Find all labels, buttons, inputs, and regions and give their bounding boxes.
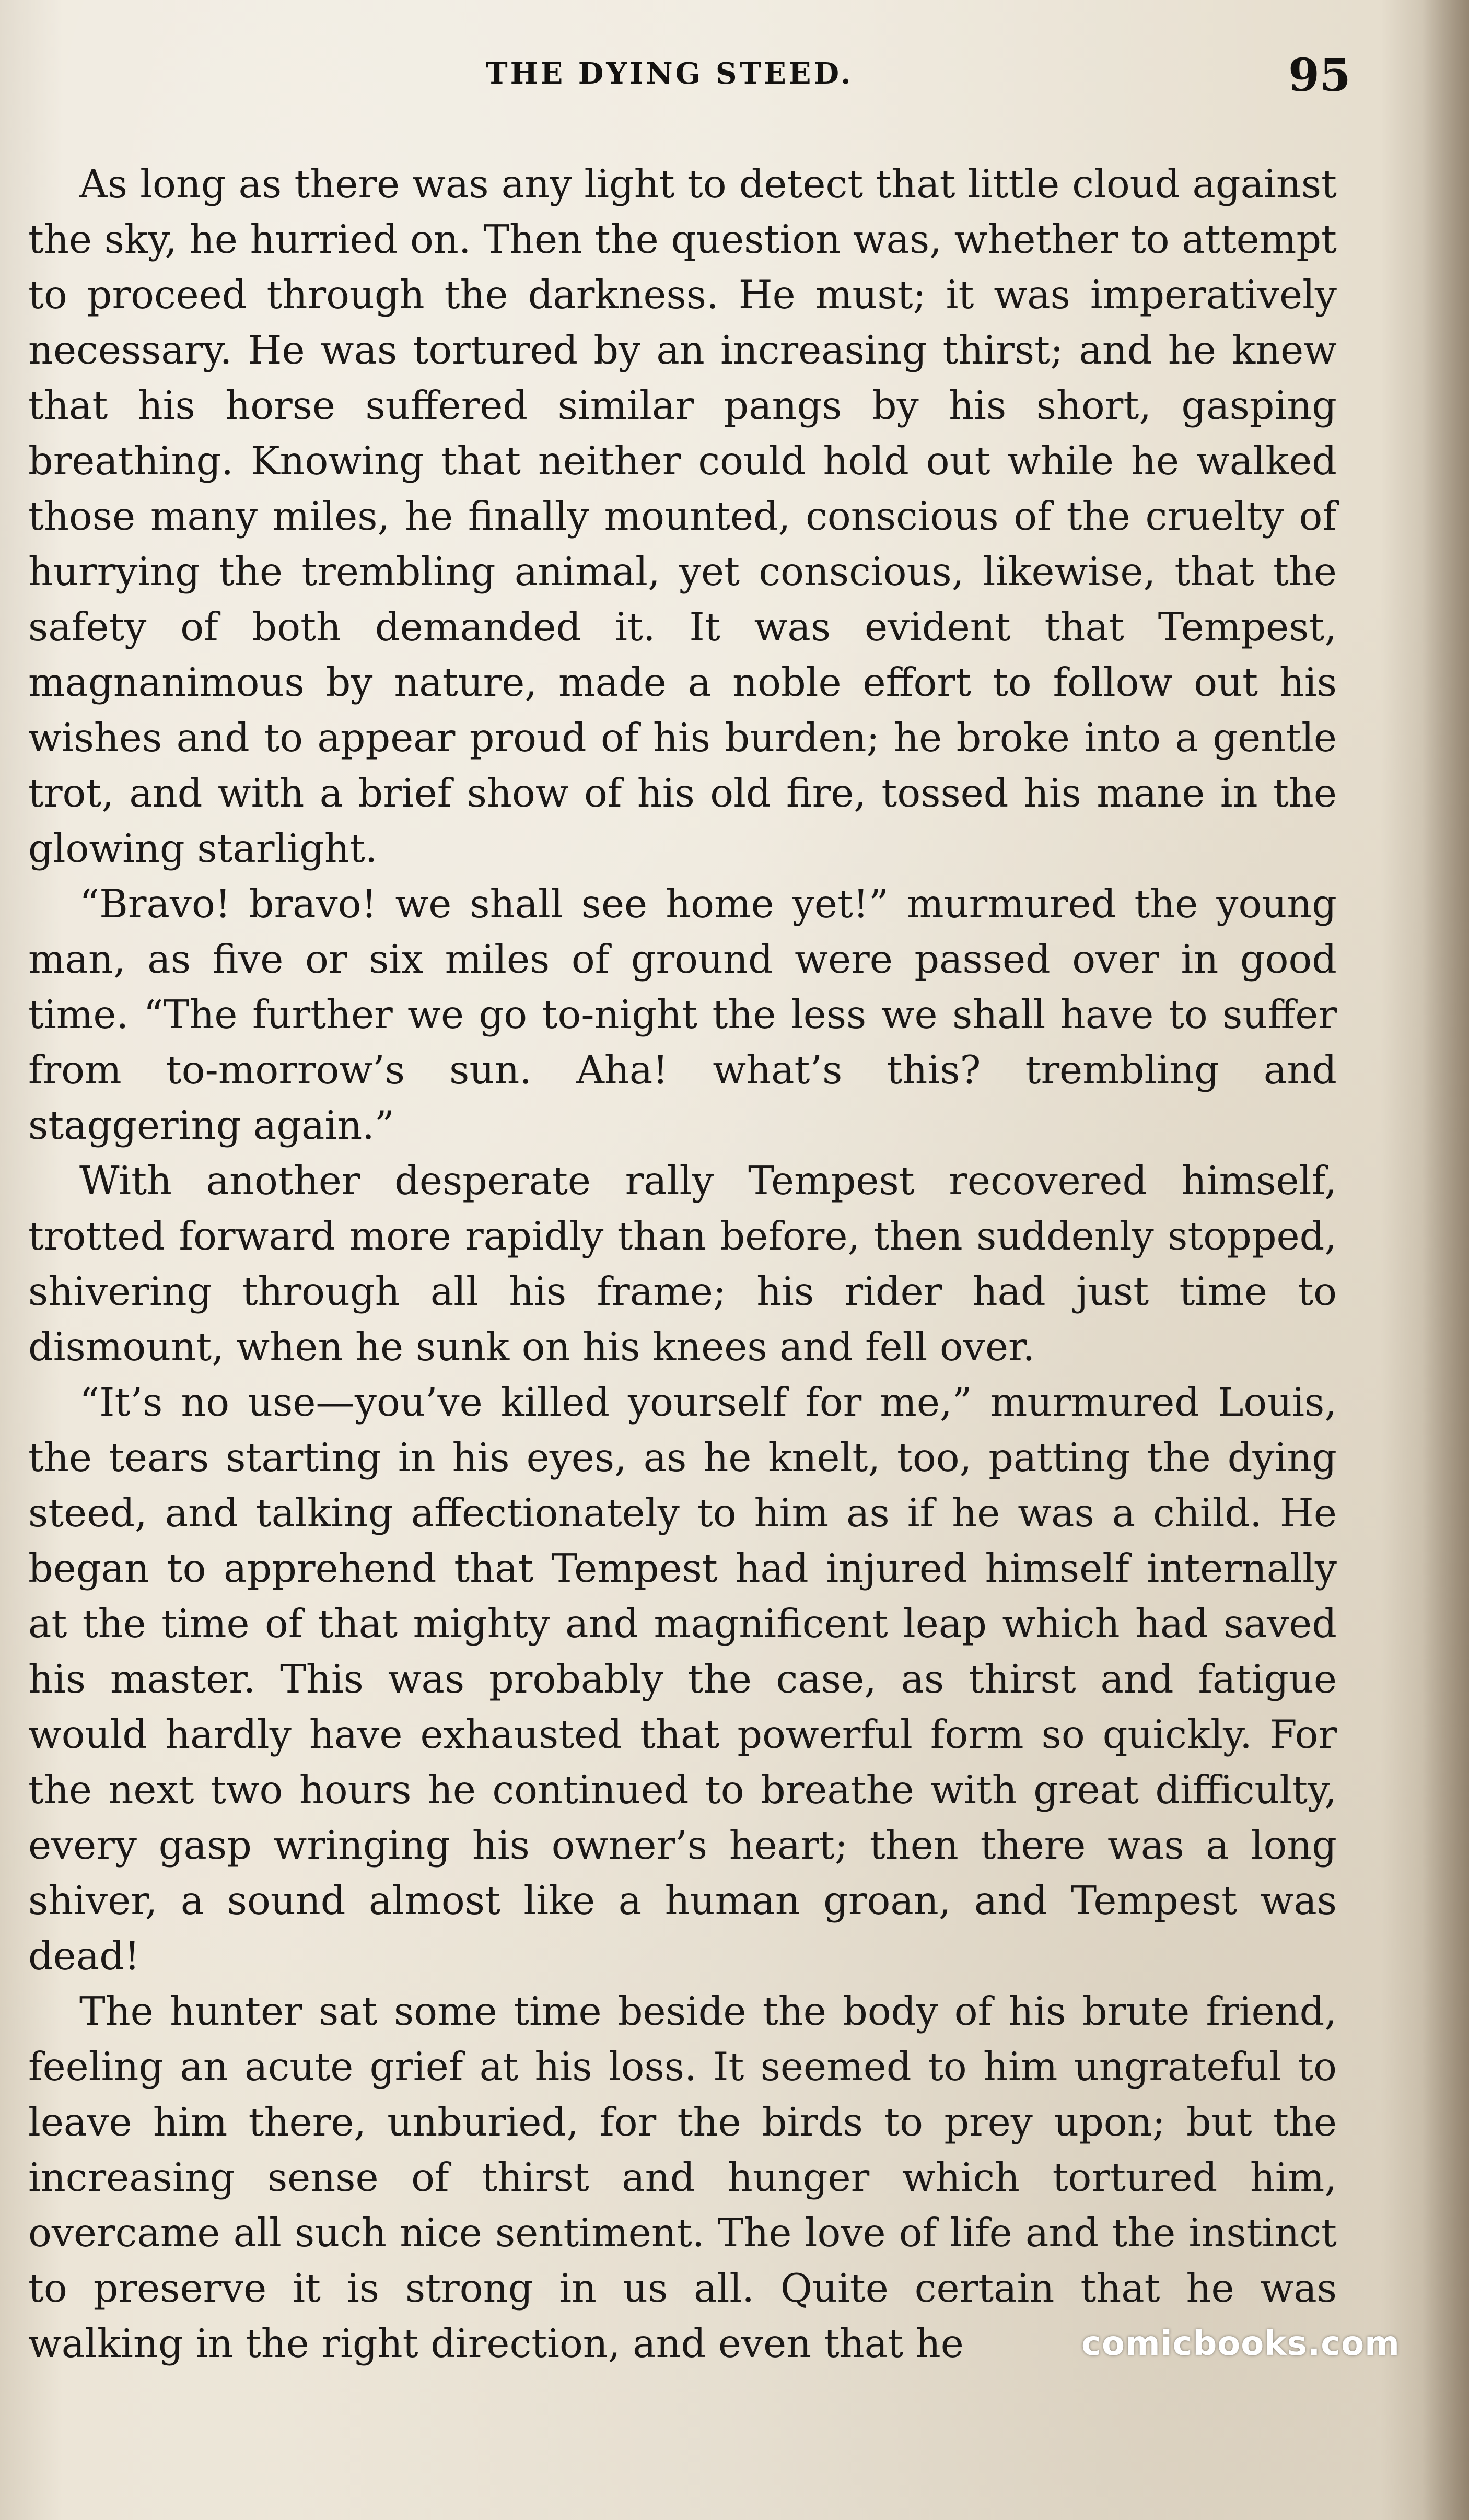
page-number: 95 [1288, 49, 1351, 102]
paragraph-5: The hunter sat some time beside the body of his brute friend, feeling an acute grief at his loss. It seemed to him ungrateful to leave him there, unburied, for the birds to prey upon; but the increasing sense of thirst and hunger which tortured him, overcame all such nice sentiment. The love of life and the instinct to preserve it is strong in us all. Quite certain that he was walking in the right direction, and even that he [28, 1989, 1337, 2366]
paragraph-1: As long as there was any light to detect that little cloud against the sky, he hurried on. Then the question was, whether to attempt to proceed through the darkness. He must; it was imperatively necessary. He was tortured by an increasing thirst; and he knew that his horse suffered similar pangs by his short, gasping breathing. Knowing that neither could hold out while he walked those many miles, he finally mounted, conscious of the cruelty of hurrying the trembling animal, yet conscious, likewise, that the safety of both demanded it. It was evident that Tempest, magnanimous by nature, made a noble effort to follow out his wishes and to appear proud of his burden; he broke into a gentle trot, and with a brief show of his old fire, tossed his mane in the glowing starlight. [28, 161, 1337, 871]
paragraph-2: “Bravo! bravo! we shall see home yet!” murmured the young man, as five or six miles of ground were passed over in good time. “The further we go to-night the less we shall have to suffer from to-morrow’s sun. Aha! what’s this? trembling and staggering again.” [28, 881, 1337, 1148]
paragraph-4: “It’s no use—you’ve killed yourself for me,” murmured Louis, the tears starting in his eyes, as he knelt, too, patting the dying steed, and talking affectionately to him as if he was a child. He began to apprehend that Tempest had injured himself internally at the time of that mighty and magnificent leap which had saved his master. This was probably the case, as thirst and fatigue would hardly have exhausted that powerful form so quickly. For the next two hours he continued to breathe with great difficulty, every gasp wringing his owner’s heart; then there was a long shiver, a sound almost like a human groan, and Tempest was dead! [28, 1380, 1337, 1979]
watermark: comicbooks.com [1081, 2325, 1400, 2363]
paragraph-3: With another desperate rally Tempest recovered himself, trotted forward more rapidly than before, then suddenly stopped, shivering through all his frame; his rider had just time to dismount, when he sunk on his knees and fell over. [28, 1158, 1337, 1370]
running-head: THE DYING STEED. [486, 56, 854, 91]
body-text [28, 157, 1337, 2372]
page-header [0, 49, 1469, 102]
page-edge-shadow [1422, 0, 1469, 2520]
